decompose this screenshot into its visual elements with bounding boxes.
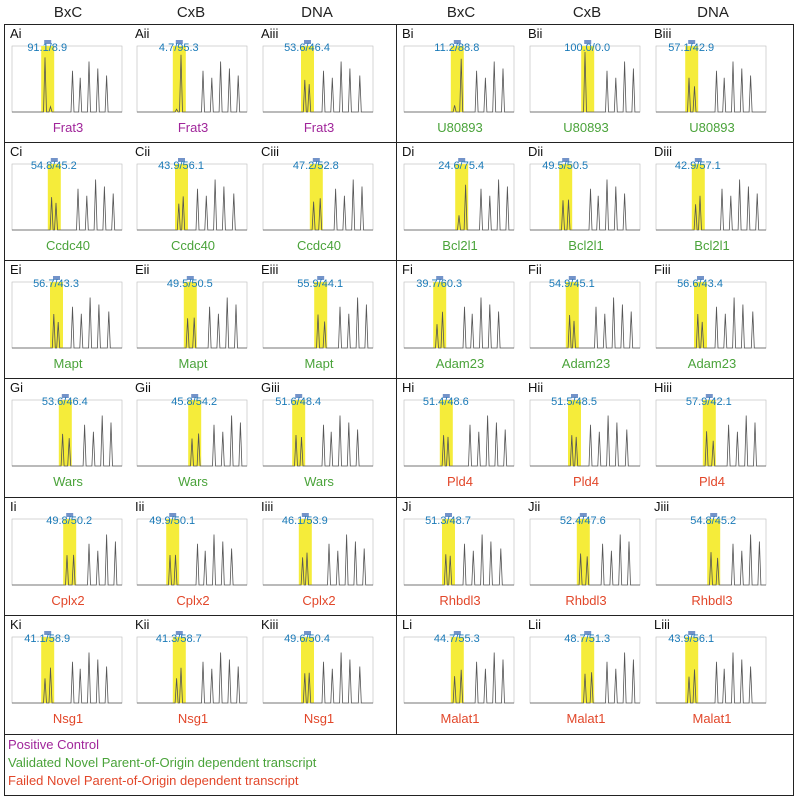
panel-label: Kii [135,617,150,632]
gene-label: Rhbdl3 [691,593,733,608]
column-header-cxb-right: CxB [572,4,602,21]
row-divider-6 [4,734,794,735]
row-divider-4 [4,497,794,498]
pyrogram-trace [656,298,766,348]
gene-label: Wars [304,474,334,489]
panel-kii [133,617,251,729]
panel-label: Ai [10,26,22,41]
panel-lii [526,617,644,729]
ratio-label: 42.9/57.1 [674,160,721,172]
snp-highlight [50,282,63,348]
pyrogram-trace [12,298,122,348]
panel-label: Gi [10,380,23,395]
plot-frame [404,519,514,585]
panel-label: Bi [402,26,414,41]
ratio-label: 54.8/45.2 [690,515,737,527]
panel-label: Dii [528,144,544,159]
snp-highlight [175,164,188,230]
panel-dii [526,144,644,256]
ratio-label: 49.6/50.4 [284,633,330,645]
panel-label: Fi [402,262,413,277]
row-divider-1 [4,142,794,143]
gene-label: Rhbdl3 [565,593,607,608]
ratio-label: 41.3/58.7 [155,633,202,645]
snp-highlight [301,46,314,112]
panel-label: Di [402,144,415,159]
gene-label: Wars [53,474,83,489]
ratio-label: 55.9/44.1 [297,278,344,290]
snp-highlight [433,282,446,348]
panel-label: Hi [402,380,415,395]
panel-label: Ciii [261,144,280,159]
ratio-label: 41.1/58.9 [24,633,71,645]
panel-li [400,617,518,729]
gene-label: Nsg1 [177,711,209,726]
column-header-cxb-left: CxB [176,4,206,21]
panel-ciii [259,144,377,256]
panel-label: Ei [10,262,22,277]
ratio-label: 43.9/56.1 [668,633,715,645]
panel-label: Eiii [261,262,279,277]
pyrogram-trace [12,653,122,703]
pyrogram-trace [137,55,247,112]
snp-highlight [566,282,579,348]
panel-fi [400,262,518,374]
ratio-label: 49.5/50.5 [166,278,213,290]
ratio-label: 49.9/50.1 [149,515,196,527]
gene-label: Pld4 [698,474,726,489]
row-divider-2 [4,260,794,261]
panel-ki [8,617,126,729]
ratio-label: 45.8/54.2 [171,396,218,408]
pyrogram-trace [263,535,373,585]
gene-label: Frat3 [303,120,335,135]
snp-highlight [166,519,179,585]
legend-failed: Failed Novel Parent-of-Origin dependent transcript [8,773,299,788]
row-divider-3 [4,378,794,379]
ratio-label: 53.6/46.4 [41,396,88,408]
plot-frame [263,637,373,703]
ratio-label: 43.9/56.1 [158,160,204,172]
snp-highlight [292,400,305,466]
panel-gii [133,380,251,492]
panel-ji [400,499,518,611]
plot-frame [12,282,122,348]
ratio-label: 54.8/45.2 [30,160,77,172]
gene-label: Bcl2l1 [442,238,478,253]
pyrogram-trace [404,416,514,466]
gene-label: U80893 [437,120,483,135]
gene-label: Ccdc40 [170,238,216,253]
snp-highlight [451,637,464,703]
panel-label: Jiii [654,499,670,514]
ratio-label: 39.7/60.3 [416,278,463,290]
panel-iii [133,499,251,611]
panel-fii [526,262,644,374]
snp-highlight [692,164,705,230]
gene-label: Bcl2l1 [694,238,730,253]
panel-eiii [259,262,377,374]
ratio-label: 48.7/51.3 [564,633,611,645]
gene-label: Pld4 [572,474,600,489]
gene-label: Adam23 [561,356,611,371]
snp-highlight [581,46,594,112]
panel-label: Iiii [261,499,274,514]
plot-frame [263,46,373,112]
panel-label: Fiii [654,262,671,277]
panel-iiii [259,499,377,611]
snp-highlight [173,637,186,703]
snp-highlight [559,164,572,230]
snp-highlight [41,46,54,112]
panel-label: Ci [10,144,23,159]
ratio-label: 57.1/42.9 [668,42,715,54]
gene-label: Mapt [178,356,208,371]
legend-validated: Validated Novel Parent-of-Origin dependent transcript [8,755,317,770]
ratio-label: 57.9/42.1 [685,396,732,408]
column-divider [396,24,397,734]
gene-label: U80893 [689,120,735,135]
snp-highlight [442,519,455,585]
panel-label: Fii [528,262,542,277]
ratio-label: 24.6/75.4 [438,160,485,172]
panel-ii [8,499,126,611]
panel-aii [133,26,251,138]
panel-diii [652,144,770,256]
ratio-label: 4.7/95.3 [158,42,199,54]
gene-label: Mapt [53,356,83,371]
panel-giii [259,380,377,492]
gene-label: Malat1 [566,711,606,726]
pyrogram-trace [404,535,514,585]
pyrogram-trace [12,180,122,230]
gene-label: Malat1 [440,711,480,726]
ratio-label: 51.4/48.6 [422,396,469,408]
gene-label: Pld4 [446,474,474,489]
gene-label: Malat1 [692,711,732,726]
pyrogram-trace [263,62,373,112]
panel-bi [400,26,518,138]
panel-label: Ji [402,499,412,514]
panel-hiii [652,380,770,492]
ratio-label: 11.2/88.8 [434,42,480,54]
ratio-label: 46.1/53.9 [281,515,328,527]
snp-highlight [685,46,698,112]
panel-aiii [259,26,377,138]
snp-highlight [568,400,581,466]
gene-label: Cplx2 [51,593,85,608]
ratio-label: 100.0/0.0 [564,42,611,54]
panel-fiii [652,262,770,374]
pyrogram-trace [263,653,373,703]
column-header-bxc-left: BxC [53,4,83,21]
legend-positive-control: Positive Control [8,737,100,752]
ratio-label: 47.2/52.8 [292,160,339,172]
panel-label: Eii [135,262,150,277]
ratio-label: 52.4/47.6 [559,515,606,527]
gene-label: Bcl2l1 [568,238,604,253]
gene-label: Frat3 [177,120,209,135]
gene-label: Nsg1 [52,711,84,726]
panel-kiii [259,617,377,729]
pyrogram-trace [137,535,247,585]
panel-jii [526,499,644,611]
panel-label: Aiii [261,26,279,41]
panel-ei [8,262,126,374]
pyrogram-trace [530,180,640,230]
pyrogram-trace [530,416,640,466]
ratio-label: 51.3/48.7 [425,515,471,527]
panel-cii [133,144,251,256]
panel-di [400,144,518,256]
gene-label: Ccdc40 [296,238,342,253]
panel-hii [526,380,644,492]
ratio-label: 56.6/43.4 [677,278,723,290]
panel-hi [400,380,518,492]
panel-jiii [652,499,770,611]
pyrogram-trace [404,298,514,348]
panel-label: Ki [10,617,22,632]
panel-label: Kiii [261,617,279,632]
ratio-label: 49.8/50.2 [46,515,93,527]
panel-liii [652,617,770,729]
pyrogram-trace [656,62,766,112]
panel-label: Giii [261,380,280,395]
panel-label: Aii [135,26,150,41]
panel-label: Diii [654,144,673,159]
column-header-dna-left: DNA [301,4,333,21]
gene-label: Frat3 [52,120,84,135]
ratio-label: 91.1/8.9 [27,42,68,54]
ratio-label: 51.6/48.4 [275,396,322,408]
gene-label: Cplx2 [176,593,210,608]
panel-biii [652,26,770,138]
gene-label: U80893 [563,120,609,135]
panel-label: Iii [135,499,145,514]
gene-label: Adam23 [687,356,737,371]
panel-ai [8,26,126,138]
panel-label: Cii [135,144,151,159]
snp-highlight [48,164,61,230]
ratio-label: 44.7/55.3 [433,633,480,645]
panel-gi [8,380,126,492]
snp-highlight [694,282,707,348]
panel-label: Lii [528,617,542,632]
gene-label: Rhbdl3 [439,593,481,608]
snp-highlight [173,46,186,112]
ratio-label: 54.9/45.1 [548,278,595,290]
gene-label: Adam23 [435,356,485,371]
gene-label: Mapt [304,356,334,371]
gene-label: Wars [178,474,208,489]
panel-eii [133,262,251,374]
column-header-bxc-right: BxC [446,4,476,21]
ratio-label: 53.6/46.4 [284,42,330,54]
pyrogram-trace [656,180,766,230]
panel-bii [526,26,644,138]
pyrogram-trace [263,416,373,466]
snp-highlight [41,637,54,703]
panel-label: Ii [10,499,17,514]
plot-frame [137,164,247,230]
panel-label: Biii [654,26,672,41]
panel-label: Hiii [654,380,673,395]
panel-label: Hii [528,380,544,395]
panel-label: Li [402,617,413,632]
column-header-dna-right: DNA [697,4,729,21]
plot-frame [656,282,766,348]
ratio-label: 49.5/50.5 [542,160,589,172]
row-divider-5 [4,615,794,616]
plot-frame [530,400,640,466]
panel-label: Jii [528,499,541,514]
ratio-label: 51.5/48.5 [551,396,597,408]
panel-label: Liii [654,617,670,632]
snp-highlight [301,637,314,703]
pyrogram-trace [12,57,122,112]
pyrogram-trace [137,180,247,230]
panel-ci [8,144,126,256]
panel-label: Bii [528,26,543,41]
gene-label: Ccdc40 [45,238,91,253]
snp-highlight [299,519,312,585]
pyrogram-trace [530,298,640,348]
gene-label: Nsg1 [303,711,335,726]
pyrogram-trace [137,653,247,703]
ratio-label: 56.7/43.3 [33,278,79,290]
panel-label: Gii [135,380,151,395]
gene-label: Cplx2 [302,593,336,608]
pyrogram-trace [656,653,766,703]
snp-highlight [440,400,453,466]
snp-highlight [685,637,698,703]
